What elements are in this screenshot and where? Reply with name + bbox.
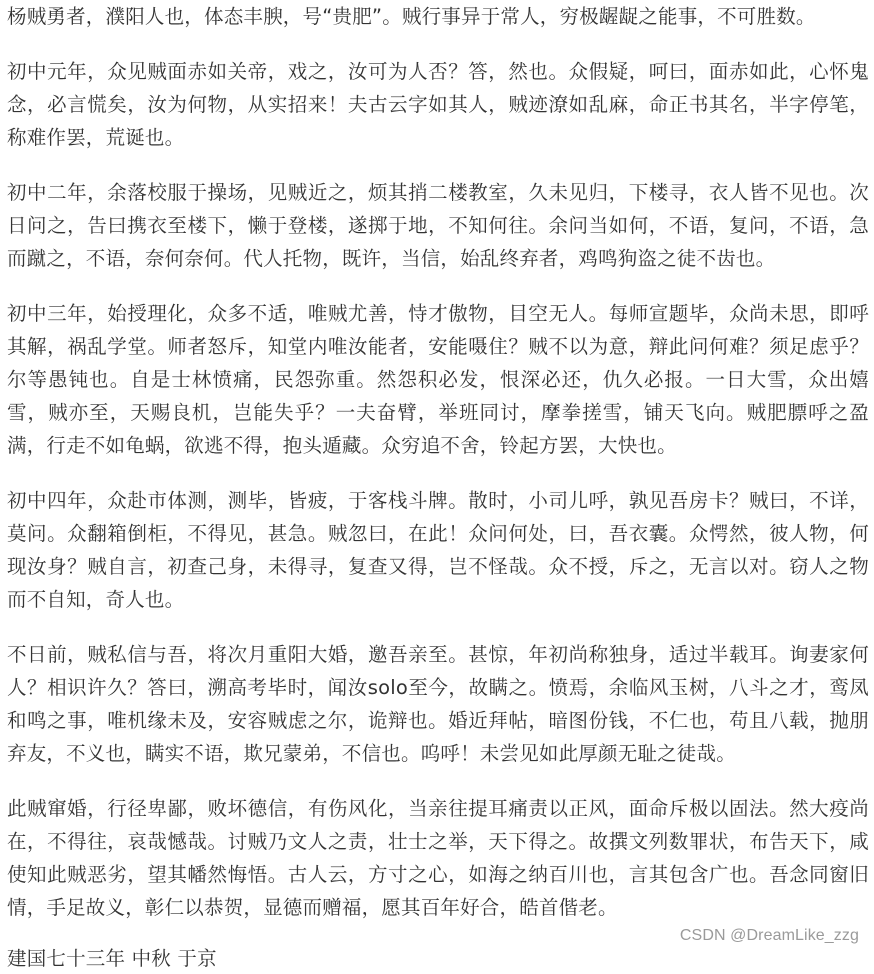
paragraph-year-one: 初中元年，众见贼面赤如关帝，戏之，汝可为人否？答，然也。众假疑，呵曰，面赤如此，心怀鬼念，必言慌矣，汝为何物，从实招来！夫古云字如其人，贼迹潦如乱麻，命正书其名，半字停笔，称难作罢，荒诞也。 [7, 60, 869, 149]
csdn-watermark: CSDN @DreamLike_zzg [679, 927, 859, 944]
paragraph-conclusion: 此贼窜婚，行径卑鄙，败坏德信，有伤风化，当亲往提耳痛责以正风，面命斥极以固法。然大疫尚在，不得往，哀哉憾哉。讨贼乃文人之责，壮士之举，天下得之。故撰文列数罪状，布告天下，咸使知此贼恶劣，望其幡然悔悟。古人云，方寸之心，如海之纳百川也，言其包含广也。吾念同窗旧情，手足故义，彰仁以恭贺，显德而赠福，愿其百年好合，皓首偕老。 [7, 797, 869, 919]
paragraph-intro: 杨贼勇者，濮阳人也，体态丰腴，号“贵肥”。贼行事异于常人，穷极龌龊之能事，不可胜数。 [7, 5, 816, 28]
paragraph-year-four: 初中四年，众赴市体测，测毕，皆疲，于客栈斗牌。散时，小司儿呼，孰见吾房卡？贼曰，不详，莫问。众翻箱倒柜，不得见，甚急。贼忽曰，在此！众问何处，曰，吾衣囊。众愕然，彼人物，何现汝身？贼自言，初查己身，未得寻，复查又得，岂不怪哉。众不授，斥之，无言以对。窃人之物而不自知，奇人也。 [7, 489, 869, 611]
paragraph-year-three: 初中三年，始授理化，众多不适，唯贼尤善，恃才傲物，目空无人。每师宣题毕，众尚未思，即呼其解，祸乱学堂。师者怒斥，知堂内唯汝能者，安能嗫住？贼不以为意，辩此问何难？须足虑乎？尔等愚钝也。自是士林愤痛，民怨弥重。然怨积必发，恨深必还，仇久必报。一日大雪，众出嬉雪，贼亦至，天赐良机，岂能失乎？一夫奋臂，举班同讨，摩拳搓雪，铺天飞向。贼肥膘呼之盈满，行走不如龟蜗，欲逃不得，抱头遁藏。众穷追不舍，铃起方罢，大快也。 [7, 302, 869, 457]
article-body [7, 0, 869, 974]
paragraph-year-two: 初中二年，余落校服于操场，见贼近之，烦其捎二楼教室，久未见归，下楼寻，衣人皆不见也。次日问之，告曰携衣至楼下，懒于登楼，遂掷于地，不知何往。余问当如何，不语，复问，不语，急而蹴之，不语，奈何奈何。代人托物，既许，当信，始乱终弃者，鸡鸣狗盗之徒不齿也。 [7, 181, 869, 270]
signature-line: 建国七十三年 中秋 于京 [7, 947, 217, 970]
paragraph-recent: 不日前，贼私信与吾，将次月重阳大婚，邀吾亲至。甚惊，年初尚称独身，适过半载耳。询妻家何人？相识许久？答曰，溯高考毕时，闻汝solo至今，故瞒之。愤焉，余临风玉树，八斗之才，鸾凤和鸣之事，唯机缘未及，安容贼虑之尔，诡辩也。婚近拜帖，暗图份钱，不仁也，苟且八载，抛朋弃友，不义也，瞒实不语，欺兄蒙弟，不信也。呜呼！未尝见如此厚颜无耻之徒哉。 [7, 643, 869, 765]
